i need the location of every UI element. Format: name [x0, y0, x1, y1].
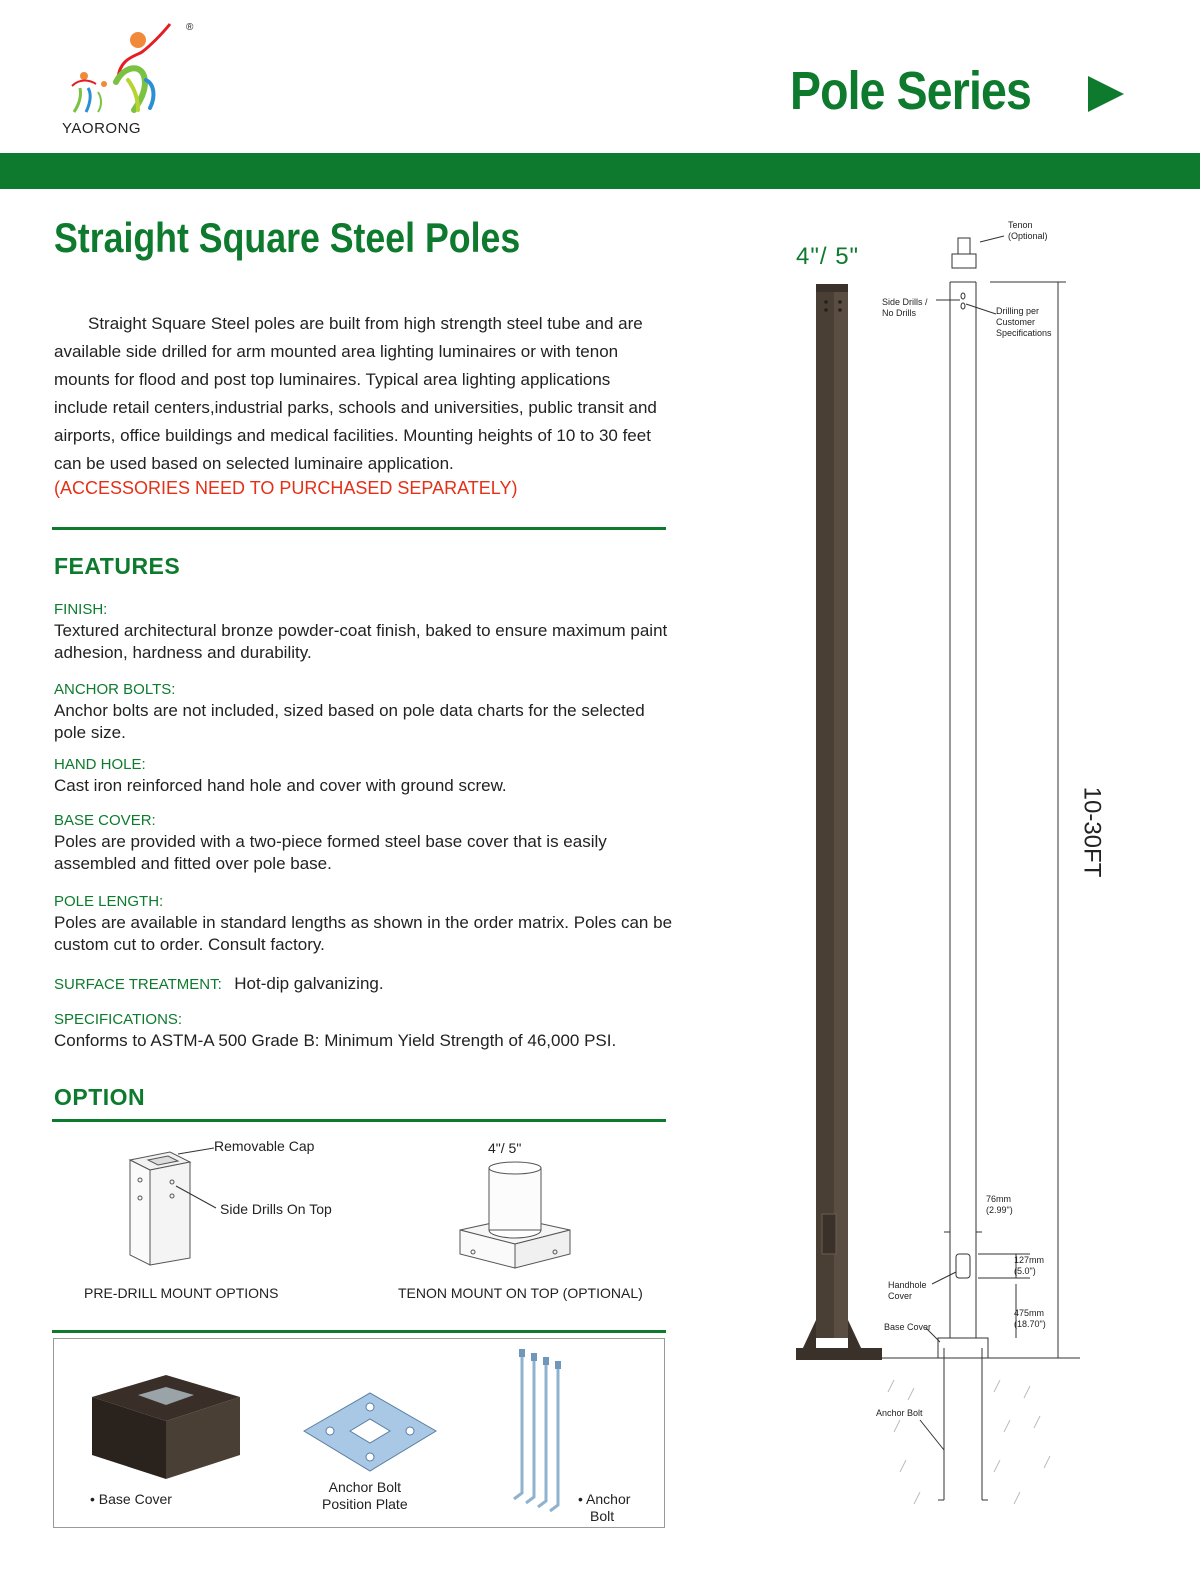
series-title: Pole Series: [790, 61, 1031, 121]
feature-label: FINISH:: [54, 601, 108, 618]
feature-label: HAND HOLE:: [54, 756, 146, 773]
no-drills-label: No Drills: [882, 308, 917, 318]
feature-anchor-bolts: [54, 680, 674, 744]
feature-base-cover: [54, 811, 674, 875]
feature-text: Textured architectural bronze powder-coat finish, baked to ensure maximum paint adhesion, hardness and durability.: [54, 621, 668, 662]
anchor-plate-image: [300, 1387, 440, 1477]
play-arrow-icon: [1088, 76, 1124, 112]
feature-text: Hot-dip galvanizing.: [234, 974, 384, 993]
diagram-base-cover-label: Base Cover: [884, 1322, 932, 1332]
diagram-anchor-bolt-label: Anchor Bolt: [876, 1408, 923, 1418]
features-heading: FEATURES: [54, 553, 181, 579]
feature-label: BASE COVER:: [54, 812, 156, 829]
tenon-mount-illustration: [455, 1160, 575, 1280]
divider: [52, 527, 666, 530]
feature-text: Anchor bolts are not included, sized based on pole data charts for the selected pole size.: [54, 701, 645, 742]
feature-text: Cast iron reinforced hand hole and cover with ground screw.: [54, 776, 507, 795]
anchor-plate-label-line2: Position Plate: [322, 1496, 408, 1512]
removable-cap-label: Removable Cap: [214, 1138, 315, 1154]
feature-label: ANCHOR BOLTS:: [54, 681, 176, 698]
bronze-pole-image: [790, 280, 890, 1370]
anchor-plate-label: [322, 1479, 408, 1513]
divider: [52, 1330, 666, 1333]
logo-text: YAORONG: [62, 120, 142, 137]
drilling-label-3: Specifications: [996, 328, 1052, 338]
feature-finish: [54, 600, 674, 664]
dim-475-label: 475mm: [1014, 1308, 1045, 1318]
dim-127-inch-label: (5.0"): [1014, 1266, 1036, 1276]
anchor-bolt-label: [578, 1491, 630, 1525]
feature-label: POLE LENGTH:: [54, 893, 164, 910]
pole-height-label: 10-30FT: [1078, 786, 1106, 878]
handhole-label-2: Cover: [888, 1291, 913, 1301]
divider: [52, 1119, 666, 1122]
tenon-optional-label: (Optional): [1008, 231, 1048, 241]
accessories-panel: [53, 1338, 665, 1528]
registered-mark: ®: [186, 22, 194, 33]
base-cover-image: [88, 1367, 244, 1485]
header-band: [0, 153, 1200, 189]
feature-label: SURFACE TREATMENT:: [54, 976, 222, 993]
dim-76-label: 76mm: [986, 1194, 1012, 1204]
predrill-cap-illustration: [120, 1140, 230, 1270]
anchor-bolts-image: [510, 1343, 580, 1523]
dim-76-inch-label: (2.99"): [986, 1205, 1013, 1215]
intro-paragraph: Straight Square Steel poles are built from high strength steel tube and are available side drilled for arm mounted area lighting luminaires or with tenon mounts for flood and post top luminaires. Typical area lighting applications include retail centers,industrial parks, schools and universities, public transit and airports, office buildings and medical facilities. Mounting heights of 10 to 30 feet can be used based on selected luminaire application.: [54, 314, 657, 473]
accessories-note: (ACCESSORIES NEED TO PURCHASED SEPARATELY): [54, 478, 518, 498]
base-cover-label: • Base Cover: [90, 1491, 172, 1508]
dim-475-inch-label: (18.70"): [1014, 1319, 1046, 1329]
option-heading: OPTION: [54, 1084, 146, 1110]
tenon-caption: TENON MOUNT ON TOP (OPTIONAL): [398, 1285, 643, 1301]
pole-size-label: 4"/ 5": [796, 243, 860, 270]
feature-text: Poles are available in standard lengths as shown in the order matrix. Poles can be custom cut to order. Consult factory.: [54, 913, 673, 954]
anchor-bolt-label-line2: Bolt: [590, 1508, 615, 1524]
anchor-bolt-label-line1: Anchor: [586, 1491, 631, 1507]
feature-hand-hole: [54, 755, 674, 797]
tenon-label: Tenon: [1008, 220, 1033, 230]
handhole-label-1: Handhole: [888, 1280, 927, 1290]
predrill-caption: PRE-DRILL MOUNT OPTIONS: [84, 1285, 279, 1301]
page-title: Straight Square Steel Poles: [54, 214, 521, 261]
feature-surface-treatment: [54, 973, 674, 995]
side-drills-on-top-label: Side Drills On Top: [220, 1201, 332, 1217]
dim-127-label: 127mm: [1014, 1255, 1045, 1265]
feature-text: Poles are provided with a two-piece formed steel base cover that is easily assembled and fitted over pole base.: [54, 832, 607, 873]
drilling-label-2: Customer: [996, 317, 1036, 327]
side-drills-label: Side Drills /: [882, 297, 928, 307]
drilling-label-1: Drilling per: [996, 306, 1040, 316]
tenon-size-label: 4"/ 5": [488, 1140, 522, 1156]
pole-dimension-diagram: [880, 220, 1080, 1510]
feature-pole-length: [54, 892, 674, 956]
feature-text: Conforms to ASTM-A 500 Grade B: Minimum Yield Strength of 46,000 PSI.: [54, 1031, 617, 1050]
feature-label: SPECIFICATIONS:: [54, 1011, 183, 1028]
anchor-plate-label-line1: Anchor Bolt: [328, 1479, 401, 1495]
feature-specifications: [54, 1010, 674, 1052]
